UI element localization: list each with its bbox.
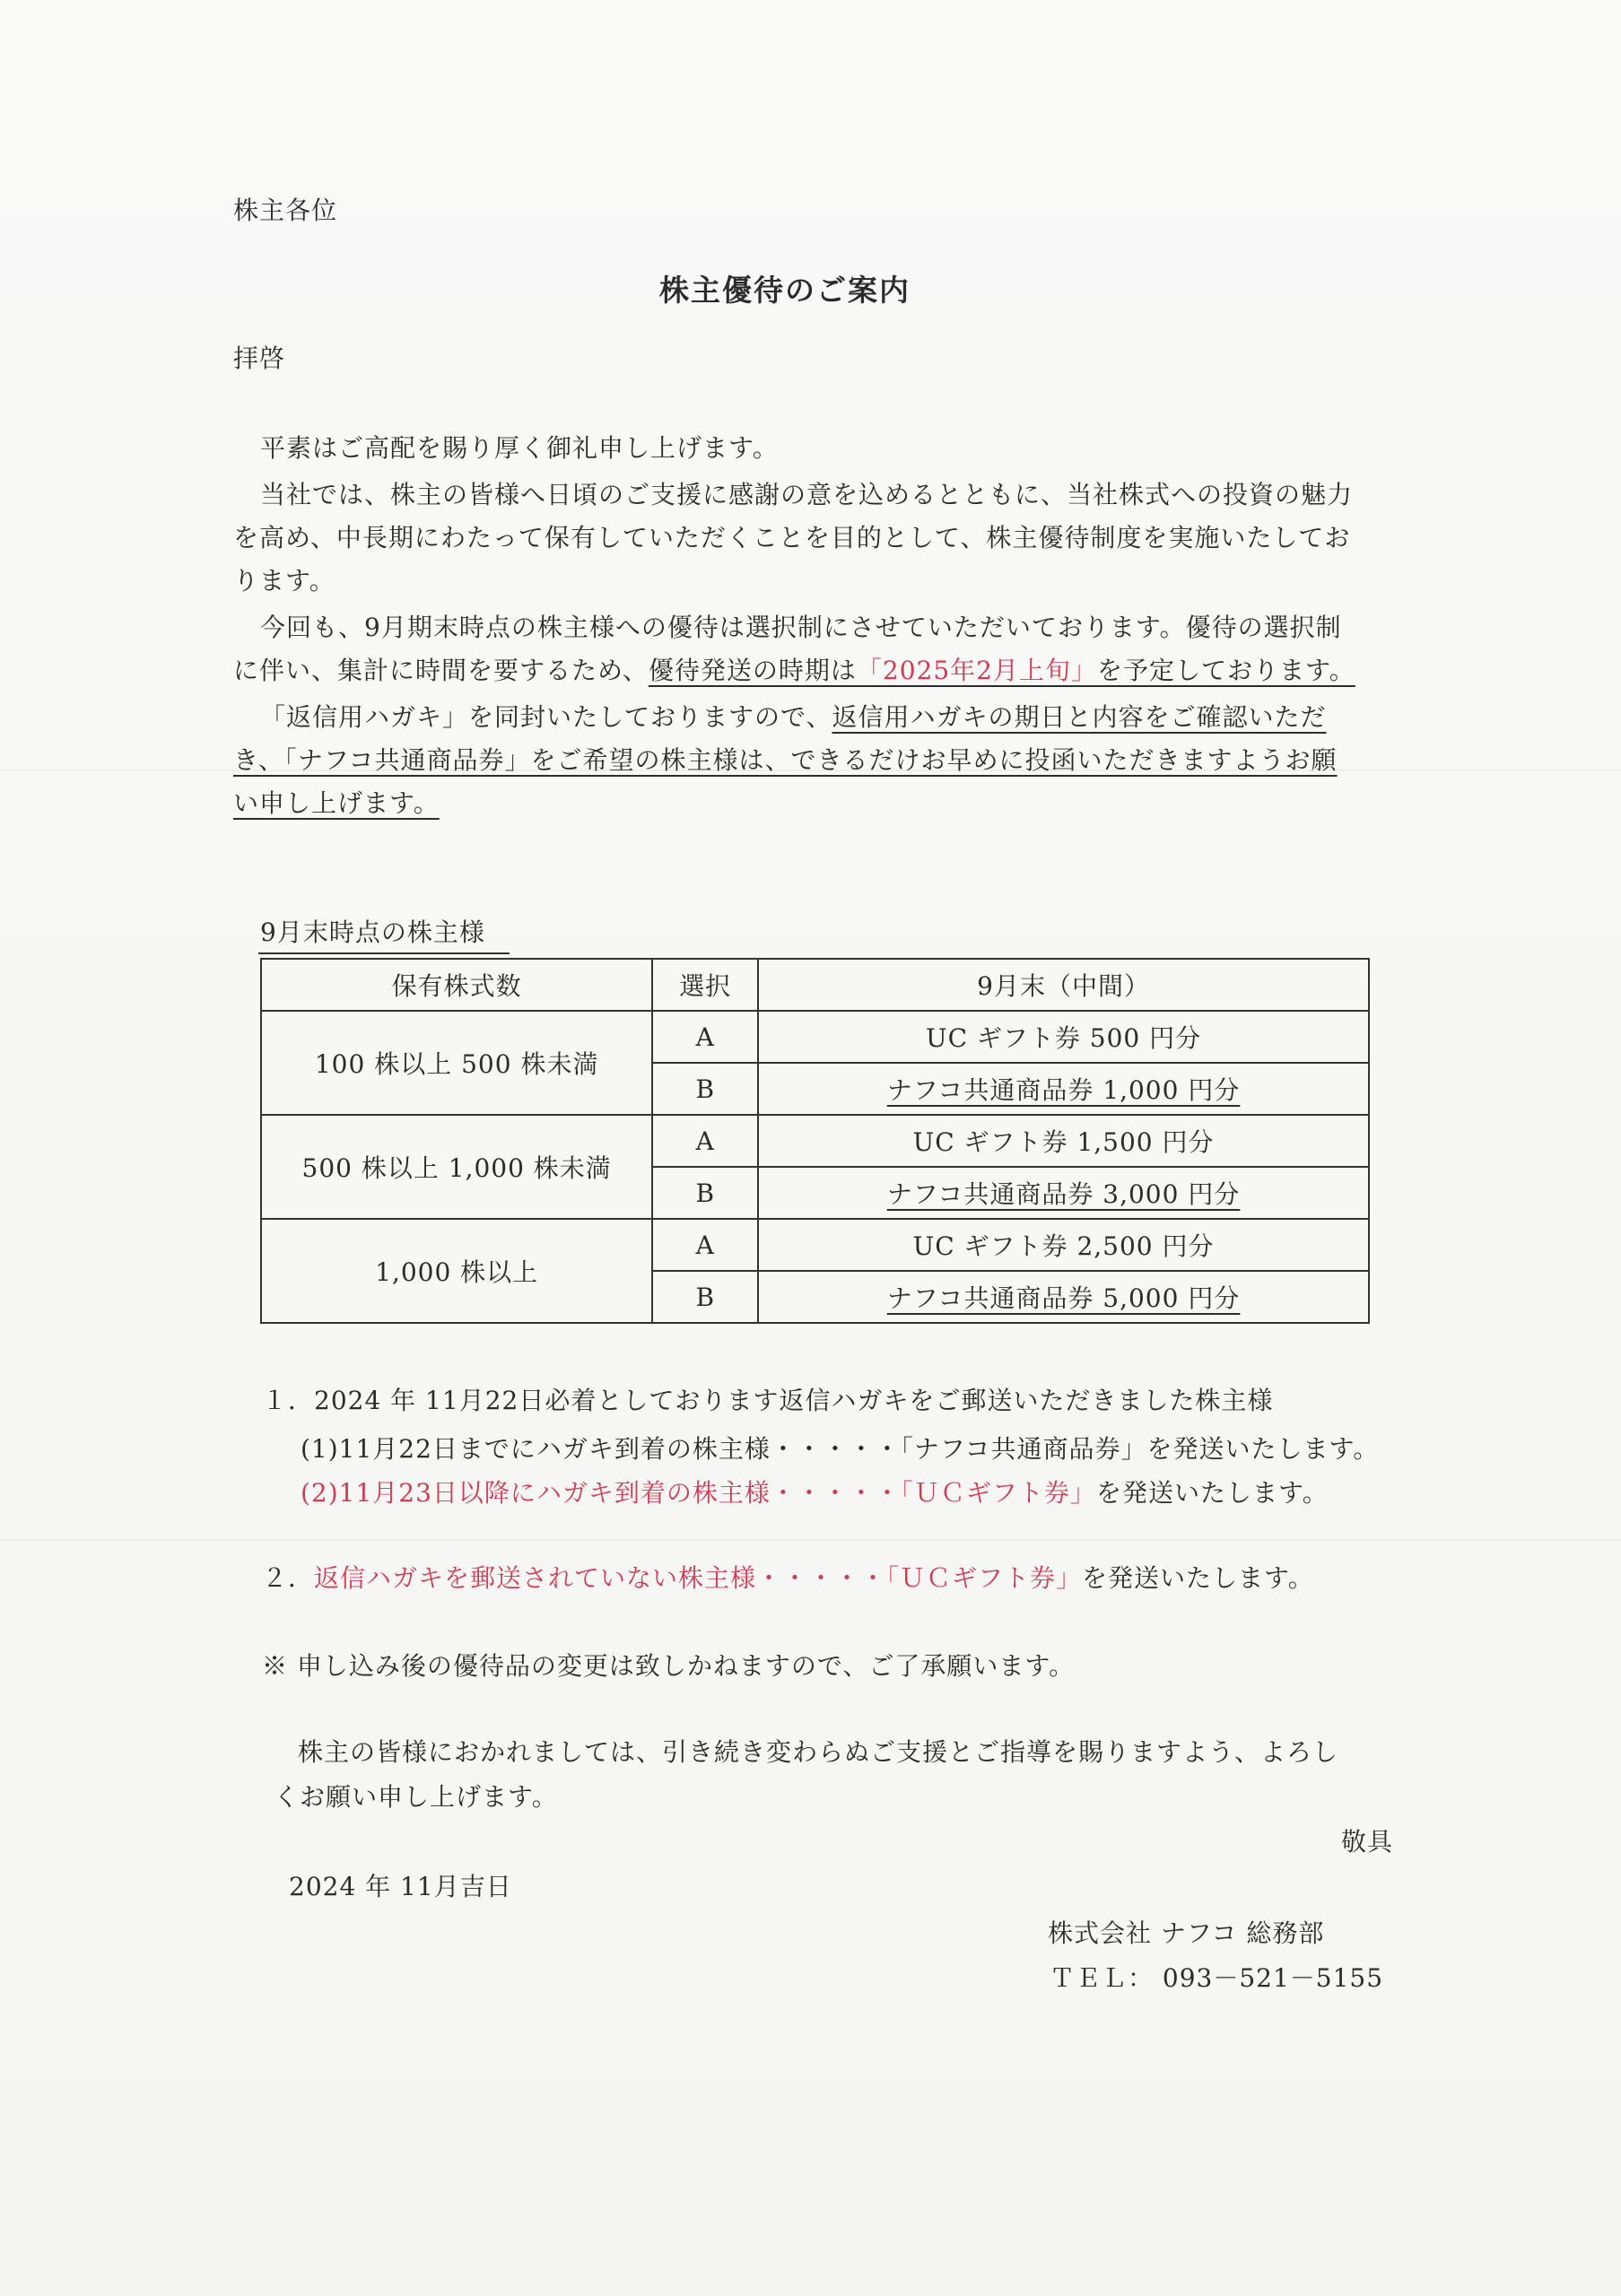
notice-prefix: ２．	[262, 1563, 315, 1593]
closing-line: くお願い申し上げます。	[274, 1782, 558, 1812]
sender-phone: ＴＥＬ： 093－521－5155	[1050, 1963, 1384, 1993]
schedule-text: に伴い、集計に時間を要するため、	[233, 656, 649, 685]
notice-item-2	[262, 1561, 1314, 1596]
paragraph-reply-line: き、「ナフコ共通商品券」をご希望の株主様は、できるだけお早めに投函いただきますようお願	[233, 745, 1338, 775]
header-prize: 9月末（中間）	[758, 959, 1369, 1011]
notice-item-1-sub-1: (1)11月22日までにハガキ到着の株主様・・・・・「ナフコ共通商品券」を発送いたします。	[301, 1434, 1380, 1464]
shipping-date: 「2025年2月上旬」	[856, 656, 1097, 685]
table-caption: 9月末時点の株主様	[260, 918, 485, 947]
notice-item-1: １．2024 年 11月22日必着としております返信ハガキをご郵送いただきました株主様	[262, 1386, 1274, 1415]
notice-prefix: (2)	[301, 1478, 339, 1508]
prize-cell: UC ギフト券 2,500 円分	[758, 1219, 1369, 1271]
prize-cell	[758, 1271, 1369, 1323]
paragraph-purpose-line: ります。	[233, 566, 336, 596]
notice-emphasis: 11月23日以降にハガキ到着の株主様・・・・・「ＵＣギフト券」	[338, 1478, 1096, 1508]
paragraph-schedule-line: 今回も、9月期末時点の株主様への優待は選択制にさせていただいております。優待の選択制	[260, 613, 1342, 642]
prize-cell	[758, 1063, 1369, 1115]
paper-fold-line	[0, 1539, 1621, 1541]
choice-cell: A	[652, 1011, 758, 1063]
caption-underline	[258, 952, 510, 954]
table-row	[261, 1219, 1369, 1271]
prize-cell: UC ギフト券 1,500 円分	[758, 1115, 1369, 1167]
schedule-label: 優待発送の時期は	[648, 656, 857, 685]
prize-text: ナフコ共通商品券 1,000 円分	[886, 1075, 1241, 1105]
change-notice: ※ 申し込み後の優待品の変更は致しかねますので、ご了承願います。	[262, 1651, 1076, 1681]
notice-suffix: を発送いたします。	[1082, 1563, 1314, 1593]
prize-cell	[758, 1167, 1369, 1219]
paragraph-greeting: 平素はご高配を賜り厚く御礼申し上げます。	[260, 433, 779, 463]
sender-company: 株式会社 ナフコ 総務部	[1048, 1918, 1325, 1948]
schedule-suffix: を予定しております。	[1096, 656, 1355, 685]
choice-cell: A	[652, 1115, 758, 1167]
notice-suffix: を発送いたします。	[1095, 1478, 1329, 1508]
addressee: 株主各位	[233, 196, 338, 225]
notice-item-1-sub-2	[301, 1475, 1329, 1511]
salutation: 拝啓	[233, 344, 286, 373]
paragraph-purpose-line: 当社では、株主の皆様へ日頃のご支援に感謝の意を込めるとともに、当社株式への投資の魅力	[260, 480, 1354, 509]
paragraph-schedule-line	[233, 653, 1355, 689]
shares-cell: 100 株以上 500 株未満	[261, 1011, 652, 1115]
paragraph-purpose-line: を高め、中長期にわたって保有していただくことを目的として、株主優待制度を実施いたしてお	[233, 523, 1351, 552]
paragraph-reply-line: い申し上げます。	[233, 788, 440, 818]
table-row	[261, 1011, 1369, 1063]
table-header-row	[261, 959, 1369, 1011]
reply-text: 「返信用ハガキ」を同封いたしておりますので、	[260, 702, 832, 732]
prize-text: ナフコ共通商品券 5,000 円分	[886, 1283, 1241, 1313]
reply-emphasis: 返信用ハガキの期日と内容をご確認いただ	[832, 702, 1327, 732]
issue-date: 2024 年 11月吉日	[289, 1872, 512, 1901]
header-choice: 選択	[652, 959, 758, 1011]
header-shares: 保有株式数	[261, 959, 652, 1011]
complimentary-close: 敬具	[1341, 1827, 1394, 1857]
closing-line: 株主の皆様におかれましては、引き続き変わらぬご支援とご指導を賜りますよう、よろし	[298, 1737, 1339, 1767]
shares-cell: 1,000 株以上	[261, 1219, 652, 1323]
prize-text: ナフコ共通商品券 3,000 円分	[886, 1179, 1241, 1209]
prize-cell: UC ギフト券 500 円分	[758, 1011, 1369, 1063]
choice-cell: B	[652, 1167, 758, 1219]
shares-cell: 500 株以上 1,000 株未満	[261, 1115, 652, 1219]
choice-cell: B	[652, 1063, 758, 1115]
notice-emphasis: 返信ハガキを郵送されていない株主様・・・・・「ＵＣギフト券」	[314, 1563, 1083, 1593]
table-row	[261, 1115, 1369, 1167]
paragraph-reply-line	[260, 700, 1326, 735]
choice-cell: A	[652, 1219, 758, 1271]
choice-cell: B	[652, 1271, 758, 1323]
schedule-emphasis	[649, 656, 1355, 685]
document-title: 株主優待のご案内	[659, 273, 911, 308]
benefits-table	[260, 958, 1370, 1324]
